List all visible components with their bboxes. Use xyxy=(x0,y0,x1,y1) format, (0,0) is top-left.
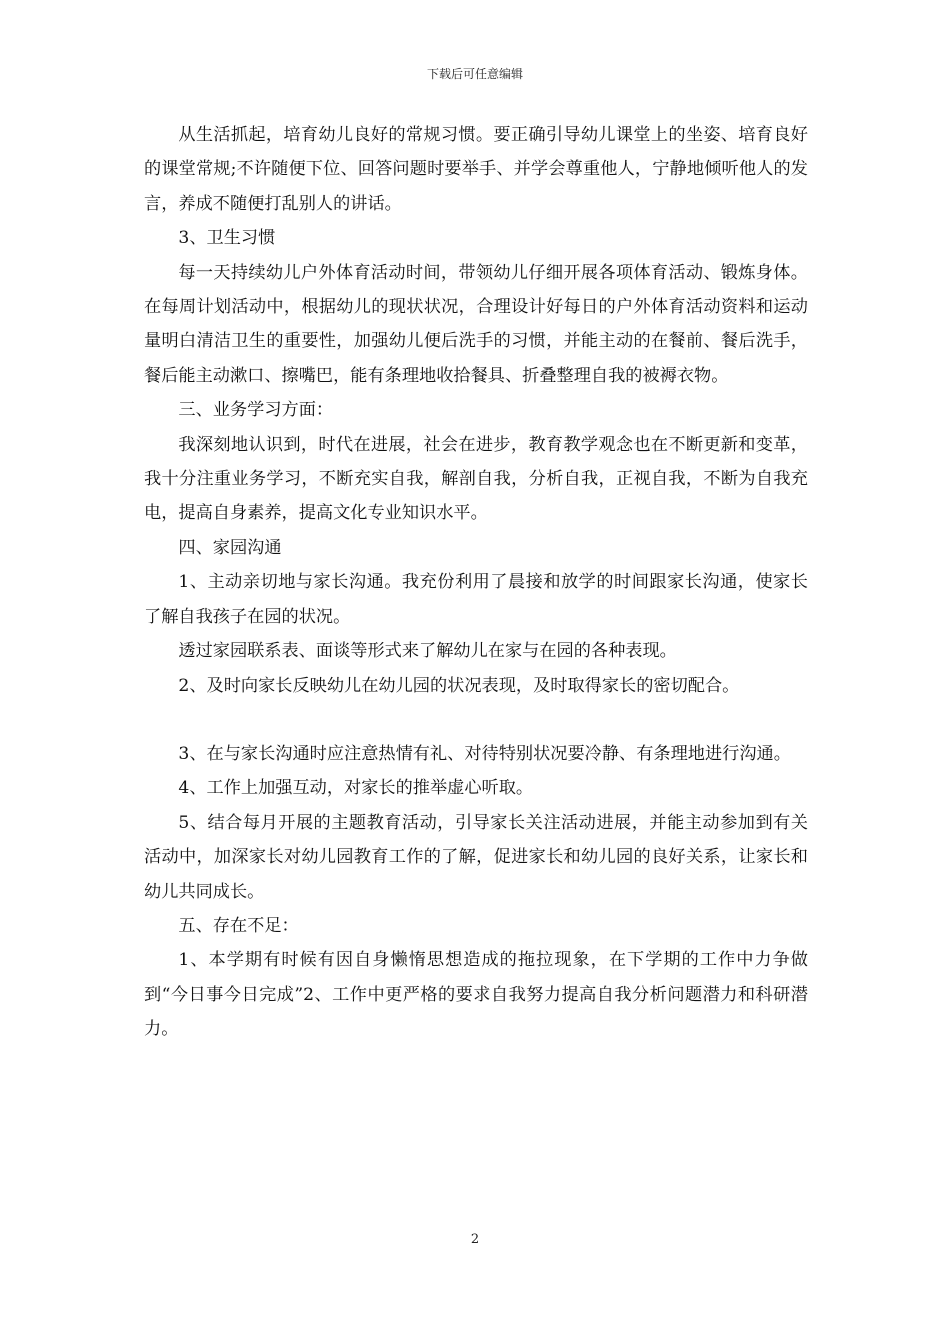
page-header: 下载后可任意编辑 xyxy=(426,67,523,81)
paragraph-communication-3: 3、在与家长沟通时应注意热情有礼、对待特别状况要冷静、有条理地进行沟通。 xyxy=(178,743,791,764)
page-number: 2 xyxy=(470,1232,480,1247)
paragraph-professional-study: 我深刻地认识到，时代在进展，社会在进步，教育教学观念也在不断更新和变革，我十分注重业务学习，不断充实自我，解剖自我，分析自我，正视自我，不断为自我充电，提高自身素养，提高文化专业知识水平。 xyxy=(144,434,808,524)
heading-hygiene-habits: 3、卫生习惯 xyxy=(178,228,276,249)
document-body xyxy=(144,118,808,1047)
paragraph-shortcomings: 1、本学期有时候有因自身懒惰思想造成的拖拉现象，在下学期的工作中力争做到“今日事今日完成”2、工作中更严格的要求自我努力提高自我分析问题潜力和科研潜力。 xyxy=(144,950,808,1040)
paragraph-hygiene: 每一天持续幼儿户外体育活动时间，带领幼儿仔细开展各项体育活动、锻炼身体。在每周计划活动中，根据幼儿的现状状况，合理设计好每日的户外体育活动资料和运动量明白清洁卫生的重要性，加强幼儿便后洗手的习惯，并能主动的在餐前、餐后洗手，餐后能主动漱口、擦嘴巴，能有条理地收拾餐具、折叠整理自我的被褥衣物。 xyxy=(144,262,808,386)
paragraph-communication-contact-form: 透过家园联系表、面谈等形式来了解幼儿在家与在园的各种表现。 xyxy=(178,641,677,662)
heading-shortcomings: 五、存在不足： xyxy=(178,915,299,936)
paragraph-communication-5: 5、结合每月开展的主题教育活动，引导家长关注活动进展，并能主动参加到有关活动中，加深家长对幼儿园教育工作的了解，促进家长和幼儿园的良好关系，让家长和幼儿共同成长。 xyxy=(144,812,808,902)
heading-professional-study: 三、业务学习方面： xyxy=(178,400,334,421)
paragraph-communication-4: 4、工作上加强互动，对家长的推举虚心听取。 xyxy=(178,778,534,799)
paragraph-communication-1: 1、主动亲切地与家长沟通。我充份利用了晨接和放学的时间跟家长沟通，使家长了解自我孩子在园的状况。 xyxy=(144,572,808,627)
heading-home-school-communication: 四、家园沟通 xyxy=(178,537,282,558)
blank-line xyxy=(144,703,808,737)
paragraph-communication-2: 2、及时向家长反映幼儿在幼儿园的状况表现，及时取得家长的密切配合。 xyxy=(178,675,740,696)
paragraph-routine-habits: 从生活抓起，培育幼儿良好的常规习惯。要正确引导幼儿课堂上的坐姿、培育良好的课堂常规;不许随便下位、回答问题时要举手、并学会尊重他人，宁静地倾听他人的发言，养成不随便打乱别人的讲话。 xyxy=(144,125,808,214)
